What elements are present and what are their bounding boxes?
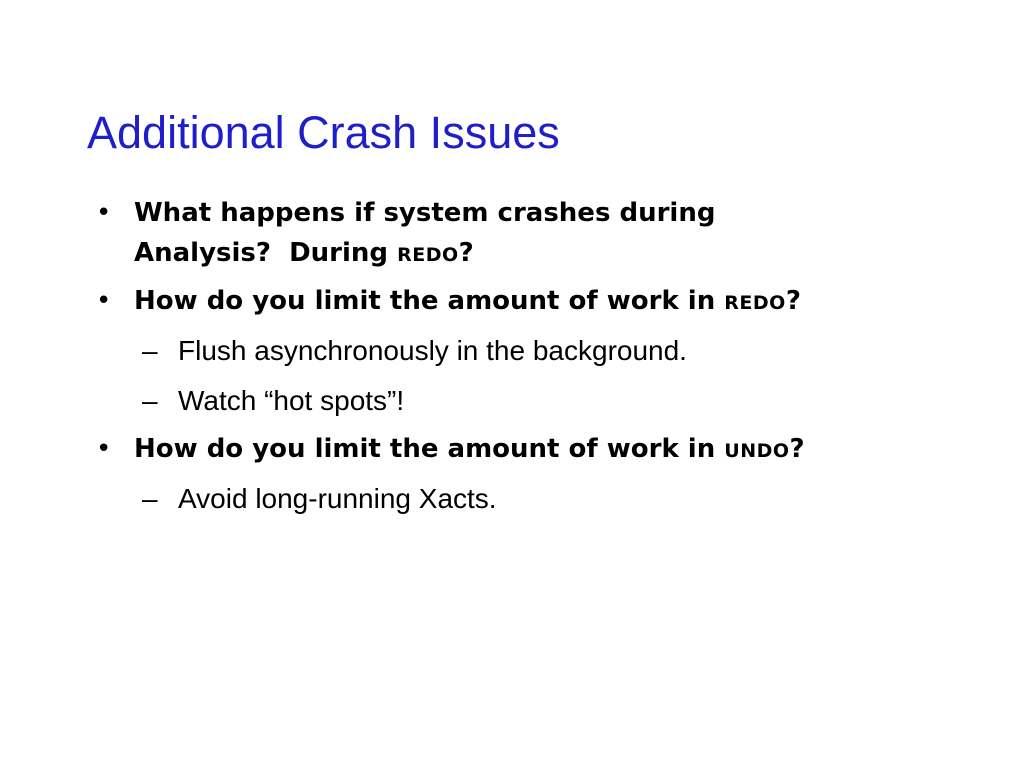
bullet-3-suffix: ?: [789, 434, 805, 464]
bullet-item-3: [96, 429, 976, 471]
sub-item-2-2: [96, 379, 976, 423]
bullet-marker: •: [96, 198, 112, 228]
bullet-1-line-2-prefix: Analysis? During: [134, 238, 398, 268]
bullet-marker: •: [96, 434, 112, 464]
sub-marker: –: [142, 483, 158, 514]
bullet-3-prefix: How do you limit the amount of work in: [134, 434, 725, 464]
sub-item-text: Flush asynchronously in the background.: [178, 335, 687, 366]
bullet-1-suffix: ?: [458, 238, 474, 268]
sub-marker: –: [142, 335, 158, 366]
bullet-1-line-1: What happens if system crashes during: [134, 198, 716, 228]
bullet-item-1: [96, 193, 976, 275]
sub-item-2-1: [96, 329, 976, 373]
sub-item-text: Watch “hot spots”!: [178, 385, 405, 416]
bullet-2-smallcaps: REDO: [724, 292, 786, 314]
bullet-marker: •: [96, 286, 112, 316]
bullet-1-smallcaps: REDO: [397, 244, 459, 266]
bullet-2-prefix: How do you limit the amount of work in: [134, 286, 725, 316]
bullet-3-smallcaps: UNDO: [724, 440, 790, 462]
sub-item-text: Avoid long-running Xacts.: [178, 483, 497, 514]
bullet-2-suffix: ?: [785, 286, 801, 316]
sub-item-3-1: [96, 477, 976, 521]
bullet-item-2: [96, 281, 976, 323]
sub-marker: –: [142, 385, 158, 416]
slide-title: Additional Crash Issues: [87, 107, 560, 158]
slide-content: [96, 193, 976, 527]
